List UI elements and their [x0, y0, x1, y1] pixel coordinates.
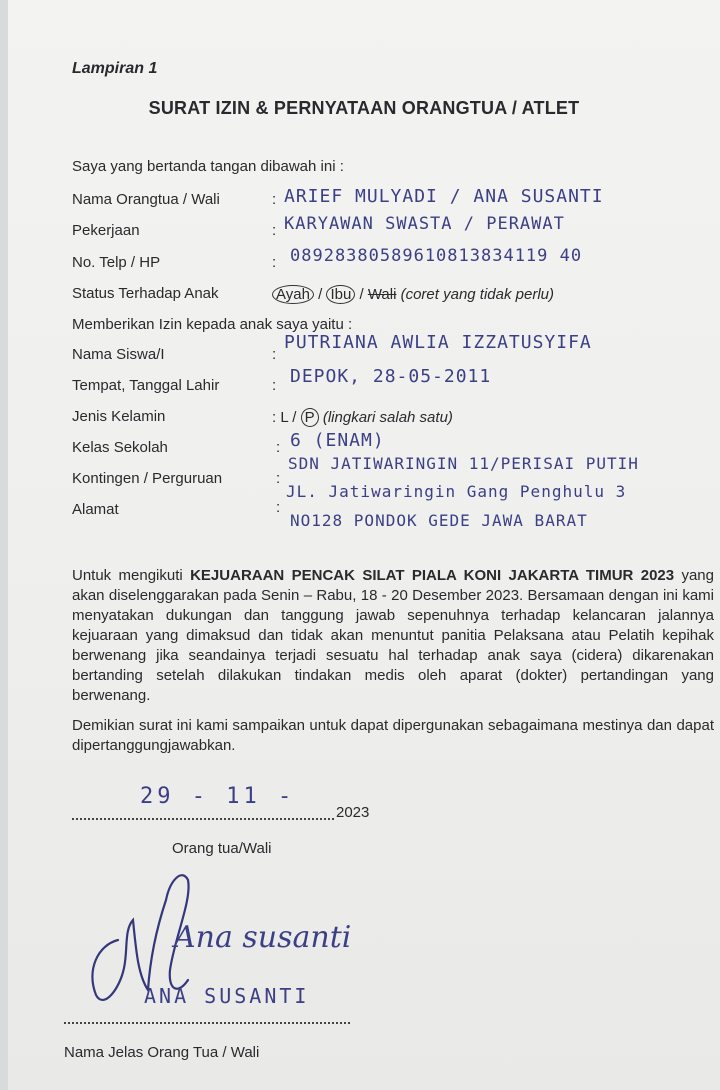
handwritten-date: 29 - 11 -	[140, 784, 296, 809]
address-label: Alamat	[72, 501, 119, 518]
parent-name-value: ARIEF MULYADI / ANA SUSANTI	[284, 186, 604, 207]
gender-label: Jenis Kelamin	[72, 408, 166, 425]
closing-paragraph: Demikian surat ini kami sampaikan untuk dapat dipergunakan sebagaimana mestinya dan dapat dipertanggungjawabkan.	[72, 717, 714, 754]
phone-label: No. Telp / HP	[72, 254, 161, 271]
class-label: Kelas Sekolah	[72, 439, 168, 456]
gender-note: (lingkari salah satu)	[322, 409, 453, 426]
birth-label: Tempat, Tanggal Lahir	[72, 377, 220, 394]
status-ayah: Ayah	[272, 285, 314, 304]
date-year: 2023	[336, 804, 370, 821]
address-line-2: NO128 PONDOK GEDE JAWA BARAT	[290, 511, 588, 530]
attachment-label: Lampiran 1	[72, 60, 158, 77]
gender-l: L	[280, 409, 289, 426]
signer-role: Orang tua/Wali	[172, 840, 272, 857]
statement-paragraph	[72, 566, 714, 706]
colon: :	[272, 377, 277, 394]
status-ibu: Ibu	[326, 285, 355, 304]
class-value: 6 (ENAM)	[290, 430, 385, 451]
status-options: Ayah / Ibu / Wali (coret yang tidak perlu)	[272, 285, 554, 304]
phone-value: 08928380589610813834119 40	[290, 246, 583, 266]
job-label: Pekerjaan	[72, 222, 140, 239]
signature	[78, 860, 368, 1010]
intro-text: Saya yang bertanda tangan dibawah ini :	[72, 158, 344, 175]
signature-handwriting: Ana susanti	[174, 920, 352, 955]
colon: :	[272, 346, 277, 363]
name-dotted-line	[64, 1022, 350, 1024]
colon: :	[272, 254, 277, 271]
status-label: Status Terhadap Anak	[72, 285, 219, 302]
colon: :	[276, 439, 281, 456]
colon: :	[276, 470, 281, 487]
child-name-label: Nama Siswa/I	[72, 346, 165, 363]
name-caption: Nama Jelas Orang Tua / Wali	[64, 1044, 260, 1061]
gender-p: P	[301, 408, 319, 427]
gender-options: : L / P (lingkari salah satu)	[272, 409, 453, 426]
status-wali: Wali	[367, 286, 397, 303]
parent-name-label: Nama Orangtua / Wali	[72, 191, 220, 208]
document-title: SURAT IZIN & PERNYATAAN ORANGTUA / ATLET	[148, 98, 580, 118]
permit-intro: Memberikan Izin kepada anak saya yaitu :	[72, 316, 353, 333]
address-line-1: JL. Jatiwaringin Gang Penghulu 3	[286, 482, 627, 501]
date-dotted-line	[72, 818, 334, 820]
colon: :	[272, 222, 277, 239]
statement-post: yang akan diselenggarakan pada Senin – Rabu, 18 - 20 Desember 2023. Bersamaan dengan ini kami menyatakan dukungan dan tanggung jawab sepenuhnya terhadap kelancaran jalannya kejuaraan yang dimaksud dan tidak akan menuntut panitia Pelaksana atau Pelatih kepihak berwenang jika seandainya terjadi sesuatu hal terhadap anak saya (cidera) dikarenakan bertanding setelah dilakukan tindakan medis oleh aparat (dokter) pertandingan yang berwenang.	[72, 567, 714, 704]
status-note: (coret yang tidak perlu)	[400, 286, 554, 303]
birth-value: DEPOK, 28-05-2011	[290, 366, 492, 387]
team-label: Kontingen / Perguruan	[72, 470, 223, 487]
event-name: KEJUARAAN PENCAK SILAT PIALA KONI JAKARTA TIMUR 2023	[190, 567, 675, 584]
child-name-value: PUTRIANA AWLIA IZZATUSYIFA	[284, 332, 592, 353]
document-page	[8, 0, 720, 1090]
statement-pre: Untuk mengikuti	[72, 567, 191, 584]
colon: :	[276, 499, 281, 516]
job-value: KARYAWAN SWASTA / PERAWAT	[284, 214, 565, 234]
team-value: SDN JATIWARINGIN 11/PERISAI PUTIH	[288, 454, 639, 473]
printed-name: ANA SUSANTI	[144, 984, 310, 1008]
colon: :	[272, 191, 277, 208]
